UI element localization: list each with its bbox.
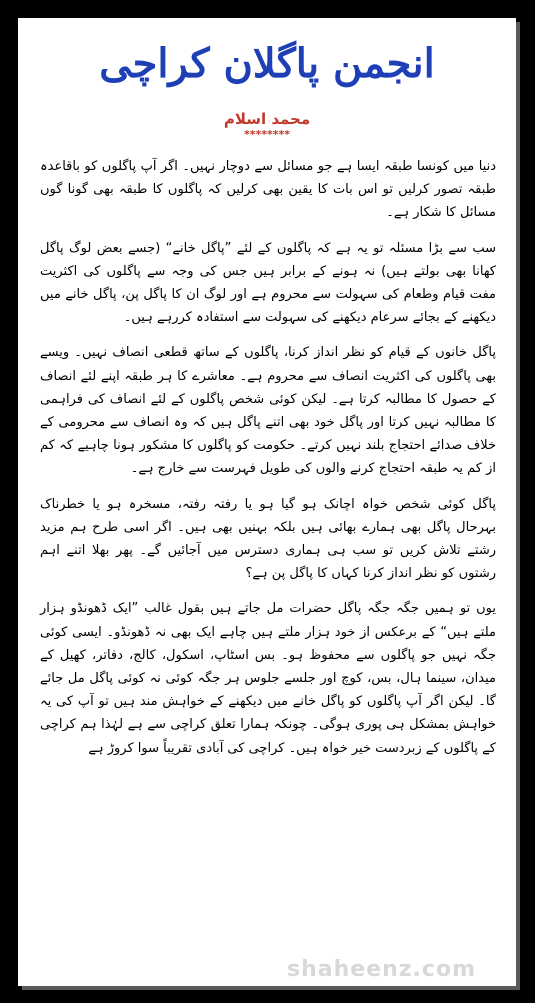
site-watermark: shaheenz.com (286, 957, 476, 982)
paragraph: یوں تو ہمیں جگہ جگہ پاگل حضرات مل جاتے ہیں بقول غالب ”ایک ڈھونڈو ہزار ملتے ہیں“ کے برعکس از خود ہزار ملتے ہیں چاہے ایک بھی نہ ڈھونڈو۔ ایسی کوئی جگہ نہیں جو پاگلوں سے محفوظ ہو۔ بس اسٹاپ، اسکول، کالج، دفاتر، کھیل کے میدان، سینما ہال، بس، کوچ اور جلسے جلوس ہر جگہ کوئی نہ کوئی پاگل مل جائے گا۔ لیکن اگر آپ پاگلوں کو پاگل خانے میں دیکھنے کے خواہش مند ہیں تو آپ کی یہ خواہش بمشکل ہی پوری ہوگی۔ چونکہ ہمارا تعلق کراچی سے ہے لہٰذا ہم کراچی کے پاگلوں کے زبردست خیر خواہ ہیں۔ کراچی کی آبادی تقریباً سوا کروڑ ہے (40, 601, 496, 756)
paragraph: پاگل خانوں کے قیام کو نظر انداز کرنا، پاگلوں کے ساتھ قطعی انصاف نہیں۔ ویسے بھی پاگلوں کی اکثریت انصاف سے محروم ہے۔ معاشرے کا ہر طبقہ اپنے لئے انصاف کے حصول کا مطالبہ کرتا ہے۔ لیکن کوئی شخص پاگلوں کے لئے انصاف کی فراہمی کا مطالبہ نہیں کرتا اور پاگل خود بھی اتنے پاگل ہیں کہ وہ انصاف سے محرومی کے خلاف صدائے احتجاج بلند نہیں کرتے۔ حکومت کو پاگلوں کا مشکور ہونا چاہیے کہ کم از کم یہ طبقہ احتجاج کرنے والوں کی طویل فہرست سے خارج ہے۔ (40, 345, 496, 477)
separator-stars: ******** (243, 128, 291, 141)
paragraph: سب سے بڑا مسئلہ تو یہ ہے کہ پاگلوں کے لئے ”پاگل خانے“ (جسے بعض لوگ پاگل کھانا بھی بولتے ہیں) نہ ہونے کے برابر ہیں جس کی وجہ سے پاگلوں کی اکثریت مفت قیام وطعام کی سہولت سے محروم ہے اور لوگ ان کا پاگل پن، پاگل خانے میں دیکھنے کے بجائے سرعام دیکھنے کی سہولت سے استفادہ کررہے ہیں۔ (40, 240, 496, 326)
paragraph: پاگل کوئی شخص خواہ اچانک ہو گیا ہو یا رفتہ رفتہ، مسخرہ ہو یا خطرناک بہرحال پاگل بھی ہمارے بھائی ہیں بلکہ بہنیں بھی ہیں۔ اگر اسی طرح ہم مزید رشتے تلاش کریں تو سب ہی ہماری دسترس میں آجائیں گے۔ پھر بھلا اتنے اہم رشتوں کو نظر انداز کرنا کہاں کا پاگل پن ہے؟ (40, 496, 496, 582)
author-name: محمد اسلام (223, 110, 311, 128)
article-title: انجمن پاگلان کراچی (99, 40, 435, 87)
paragraph: دنیا میں کونسا طبقہ ایسا ہے جو مسائل سے دوچار نہیں۔ اگر آپ پاگلوں کو باقاعدہ طبقہ تصور کرلیں تو اس بات کا یقین بھی کرلیں کہ پاگلوں کا طبقہ بھی گونا گوں مسائل کا شکار ہے۔ (40, 159, 496, 221)
article-body (18, 141, 516, 760)
article-page (18, 18, 516, 986)
